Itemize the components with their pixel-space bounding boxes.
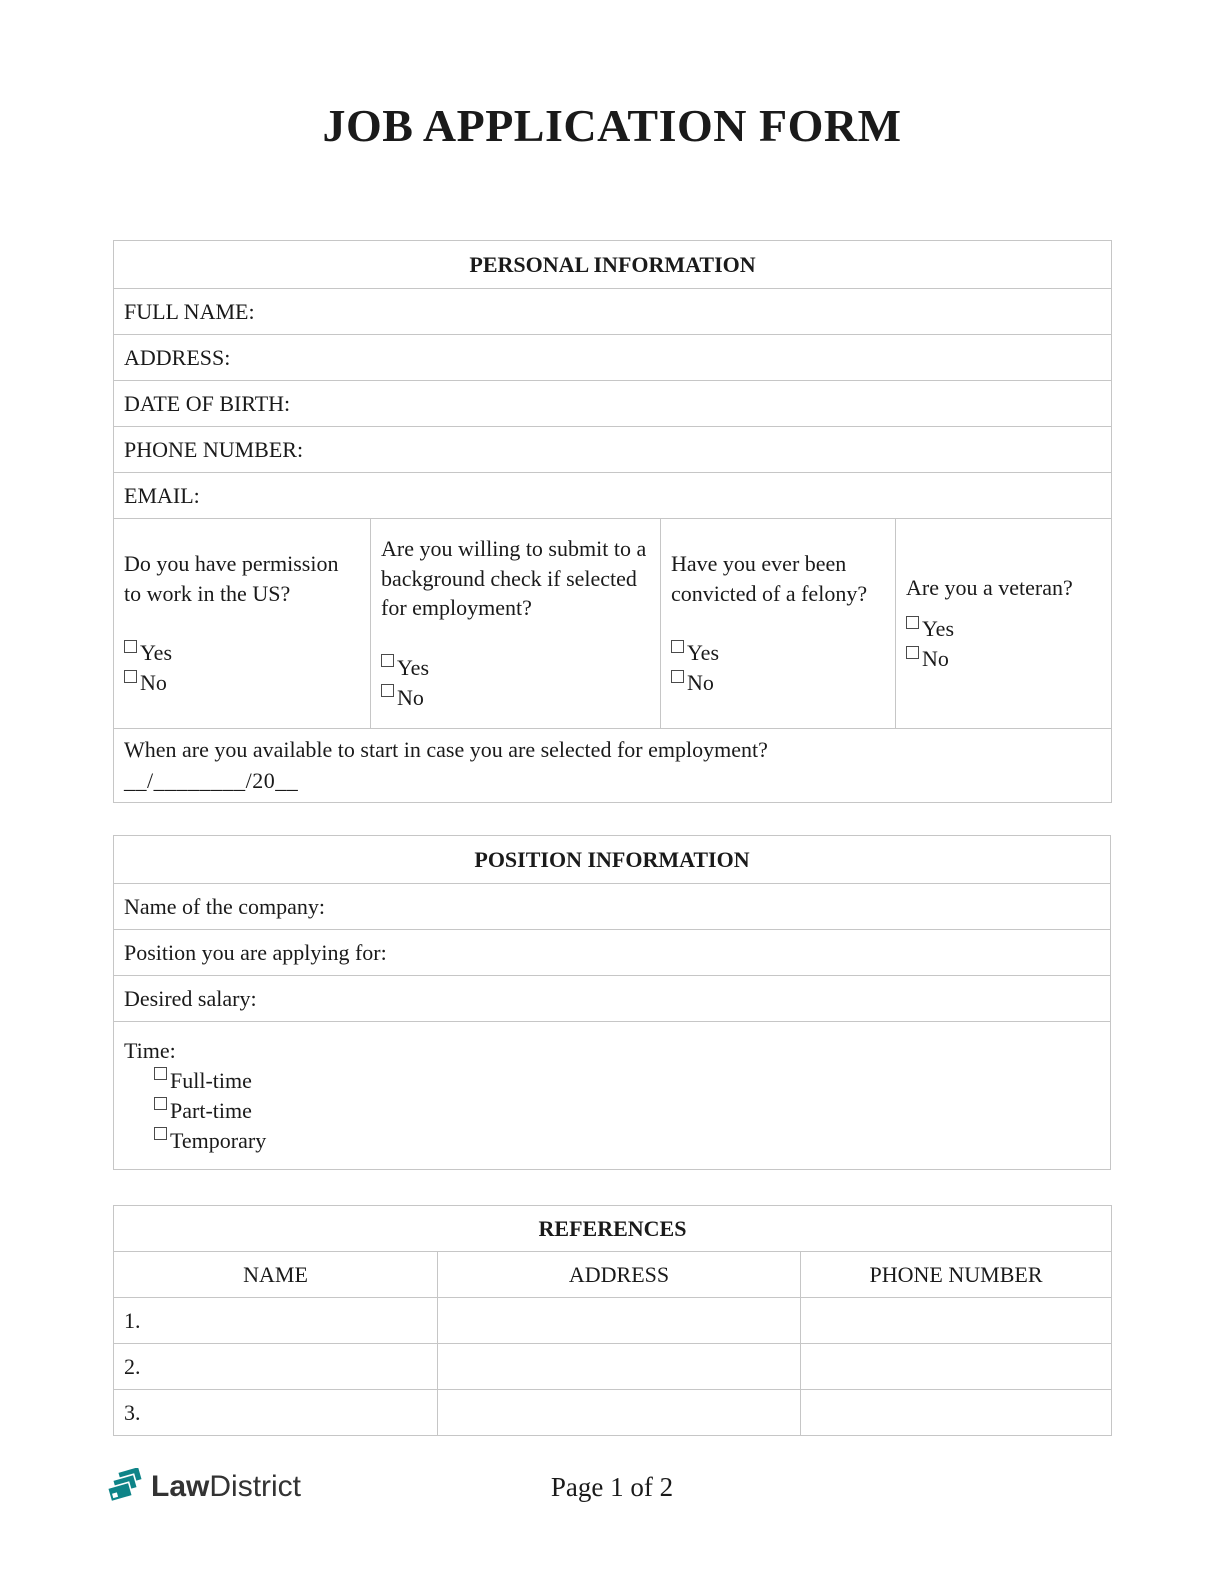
yes-label: Yes <box>140 640 173 666</box>
work-permission-no-option <box>124 668 360 698</box>
felony-no-option <box>671 668 885 698</box>
question-cell-background-check <box>371 519 661 729</box>
no-label: No <box>140 670 167 696</box>
question-text: Are you willing to submit to a background check if selected for employment? <box>381 535 647 621</box>
yes-label: Yes <box>922 616 955 642</box>
part-time-label: Part-time <box>170 1097 252 1123</box>
reference-3-phone-cell[interactable] <box>801 1390 1112 1436</box>
part-time-option <box>154 1096 1100 1126</box>
time-options <box>154 1066 1100 1156</box>
no-label: No <box>922 646 949 672</box>
temporary-option <box>154 1126 1100 1156</box>
page-title: JOB APPLICATION FORM <box>322 100 902 151</box>
yes-label: Yes <box>687 640 720 666</box>
personal-information-table <box>113 240 1112 803</box>
references-name-column-header: NAME <box>114 1252 438 1298</box>
time-field-row <box>114 1022 1111 1170</box>
veteran-yes-option <box>906 614 1101 644</box>
veteran-yes-checkbox[interactable] <box>906 616 919 629</box>
date-of-birth-label: DATE OF BIRTH: <box>124 390 291 416</box>
felony-yes-option <box>671 638 885 668</box>
desired-salary-field-row[interactable] <box>114 976 1111 1022</box>
felony-yes-checkbox[interactable] <box>671 640 684 653</box>
position-applied-label: Position you are applying for: <box>124 939 387 965</box>
work-permission-yes-checkbox[interactable] <box>124 640 137 653</box>
work-permission-yes-option <box>124 638 360 668</box>
question-text: Do you have permission to work in the US? <box>124 550 339 606</box>
reference-2-phone-cell[interactable] <box>801 1344 1112 1390</box>
brand-district: District <box>209 1470 302 1503</box>
reference-2-number: 2. <box>124 1353 141 1379</box>
references-section-header: REFERENCES <box>114 1206 1112 1252</box>
desired-salary-label: Desired salary: <box>124 985 257 1011</box>
reference-2-name-cell[interactable] <box>114 1344 438 1390</box>
references-phone-column-header: PHONE NUMBER <box>801 1252 1112 1298</box>
reference-row-2 <box>114 1344 1112 1390</box>
question-text: Are you a veteran? <box>906 574 1073 600</box>
reference-3-number: 3. <box>124 1399 141 1425</box>
veteran-no-option <box>906 644 1101 674</box>
no-label: No <box>687 670 714 696</box>
reference-1-name-cell[interactable] <box>114 1298 438 1344</box>
part-time-checkbox[interactable] <box>154 1097 167 1110</box>
references-table <box>113 1205 1112 1436</box>
yes-label: Yes <box>397 655 430 681</box>
company-name-label: Name of the company: <box>124 893 325 919</box>
felony-no-checkbox[interactable] <box>671 670 684 683</box>
availability-date-line: __/________/20__ <box>124 767 299 793</box>
full-time-label: Full-time <box>170 1067 252 1093</box>
position-information-table <box>113 835 1111 1170</box>
page-number: Page 1 of 2 <box>550 1472 674 1502</box>
reference-1-number: 1. <box>124 1307 141 1333</box>
temporary-checkbox[interactable] <box>154 1127 167 1140</box>
reference-2-address-cell[interactable] <box>438 1344 801 1390</box>
background-check-no-option <box>381 683 650 713</box>
address-field-row[interactable] <box>114 335 1112 381</box>
reference-1-address-cell[interactable] <box>438 1298 801 1344</box>
veteran-no-checkbox[interactable] <box>906 646 919 659</box>
company-name-field-row[interactable] <box>114 884 1111 930</box>
question-text: Have you ever been convicted of a felony? <box>671 550 868 606</box>
reference-row-1 <box>114 1298 1112 1344</box>
phone-number-label: PHONE NUMBER: <box>124 436 304 462</box>
full-time-checkbox[interactable] <box>154 1067 167 1080</box>
reference-row-3 <box>114 1390 1112 1436</box>
date-of-birth-field-row[interactable] <box>114 381 1112 427</box>
question-cell-veteran <box>896 519 1112 729</box>
availability-question: When are you available to start in case you are selected for employment? <box>124 736 768 762</box>
no-label: No <box>397 685 424 711</box>
full-name-label: FULL NAME: <box>124 298 255 324</box>
background-check-yes-checkbox[interactable] <box>381 654 394 667</box>
work-permission-no-checkbox[interactable] <box>124 670 137 683</box>
email-field-row[interactable] <box>114 473 1112 519</box>
question-cell-felony <box>661 519 896 729</box>
page-footer <box>0 1464 1224 1524</box>
position-applied-field-row[interactable] <box>114 930 1111 976</box>
temporary-label: Temporary <box>170 1127 267 1153</box>
reference-3-name-cell[interactable] <box>114 1390 438 1436</box>
position-section-header: POSITION INFORMATION <box>114 836 1111 884</box>
reference-1-phone-cell[interactable] <box>801 1298 1112 1344</box>
brand-law: Law <box>151 1470 210 1503</box>
full-name-field-row[interactable] <box>114 289 1112 335</box>
address-label: ADDRESS: <box>124 344 231 370</box>
question-cell-work-permission <box>114 519 371 729</box>
personal-section-header: PERSONAL INFORMATION <box>114 241 1112 289</box>
full-time-option <box>154 1066 1100 1096</box>
references-address-column-header: ADDRESS <box>438 1252 801 1298</box>
time-label: Time: <box>124 1037 176 1063</box>
phone-number-field-row[interactable] <box>114 427 1112 473</box>
background-check-no-checkbox[interactable] <box>381 684 394 697</box>
email-label: EMAIL: <box>124 482 200 508</box>
background-check-yes-option <box>381 653 650 683</box>
reference-3-address-cell[interactable] <box>438 1390 801 1436</box>
availability-field-row[interactable] <box>114 729 1112 803</box>
